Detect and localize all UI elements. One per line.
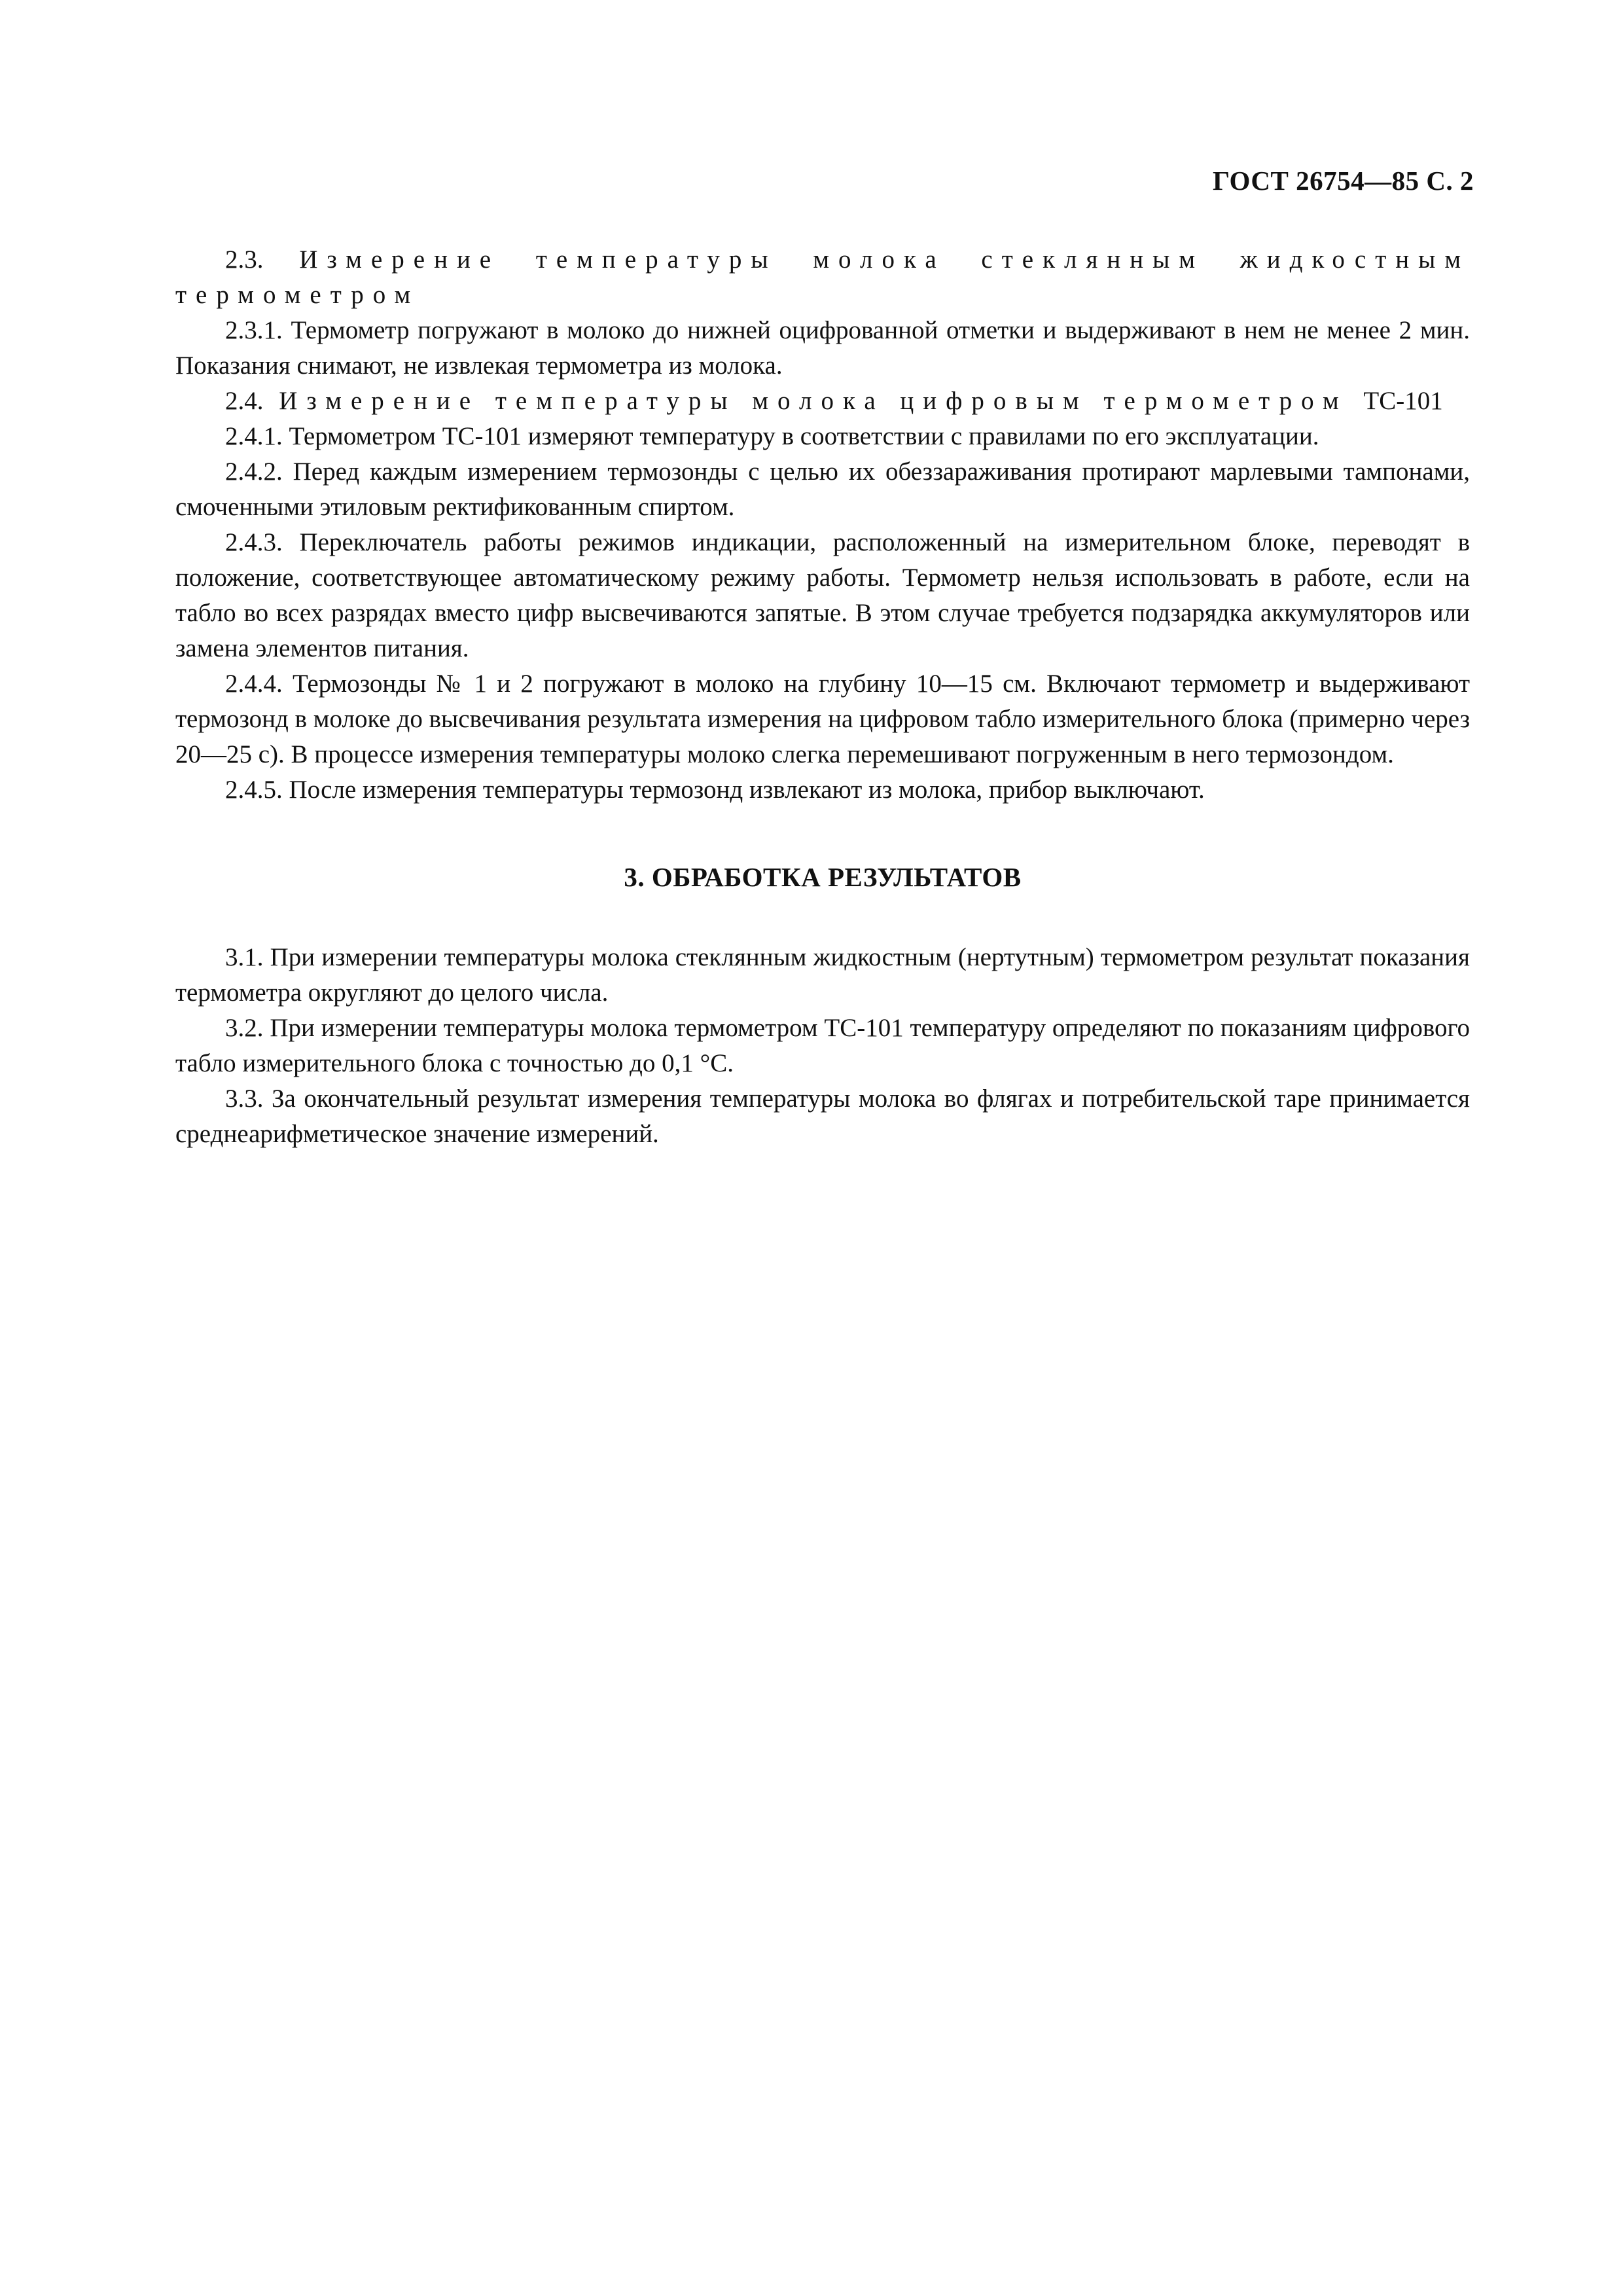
clause-3-1: 3.1. При измерении температуры молока стеклянным жидкостным (нертутным) термометром результат показания термометра округляют до целого числа. bbox=[175, 943, 1470, 1007]
page-header-reference: ГОСТ 26754—85 С. 2 bbox=[1212, 166, 1474, 196]
document-body bbox=[175, 242, 1470, 1152]
clause-3-3: 3.3. За окончательный результат измерения температуры молока во флягах и потребительской таре принимается среднеарифметическое значение измерений. bbox=[175, 1085, 1470, 1148]
clause-2-3-1: 2.3.1. Термометр погружают в молоко до нижней оцифрованной отметки и выдерживают в нем не менее 2 мин. Показания снимают, не извлекая термометра из молока. bbox=[175, 316, 1470, 380]
clause-2-4-4: 2.4.4. Термозонды № 1 и 2 погружают в молоко на глубину 10—15 см. Включают термометр и выдерживают термозонд в молоке до высвечивания результата измерения на цифровом табло измерительного блока (примерно через 20—25 с). В процессе измерения температуры молоко слегка перемешивают погруженным в него термозондом. bbox=[175, 670, 1470, 768]
clause-2-4-number: 2.4. bbox=[225, 387, 264, 415]
clause-2-3-number: 2.3. bbox=[225, 245, 264, 274]
clause-2-3-title-text: Измерение температуры молока стеклянным жидкостным термометром bbox=[175, 245, 1470, 309]
section-3-heading: 3. ОБРАБОТКА РЕЗУЛЬТАТОВ bbox=[624, 862, 1022, 892]
clause-2-3-title bbox=[175, 242, 1470, 313]
clause-2-4-3: 2.4.3. Переключатель работы режимов индикации, расположенный на измерительном блоке, переводят в положение, соответствующее автоматическому режиму работы. Термометр нельзя использовать в работе, если на табло во всех разрядах вместо цифр высвечиваются запятые. В этом случае требуется подзарядка аккумуляторов или замена элементов питания. bbox=[175, 528, 1470, 662]
clause-2-4-model: ТС-101 bbox=[1363, 387, 1443, 415]
clause-2-4-title bbox=[175, 384, 1470, 419]
clause-2-4-2: 2.4.2. Перед каждым измерением термозонды с целью их обеззараживания протирают марлевыми тампонами, смоченными этиловым ректификованным спиртом. bbox=[175, 457, 1470, 521]
clause-3-2: 3.2. При измерении температуры молока термометром ТС-101 температуру определяют по показаниям цифрового табло измерительного блока с точностью до 0,1 °С. bbox=[175, 1014, 1470, 1077]
clause-2-4-title-text: Измерение температуры молока цифровым термометром bbox=[279, 387, 1348, 415]
clause-2-4-5: 2.4.5. После измерения температуры термозонд извлекают из молока, прибор выключают. bbox=[225, 776, 1205, 804]
clause-2-4-1: 2.4.1. Термометром ТС-101 измеряют температуру в соответствии с правилами по его эксплуатации. bbox=[225, 422, 1319, 450]
